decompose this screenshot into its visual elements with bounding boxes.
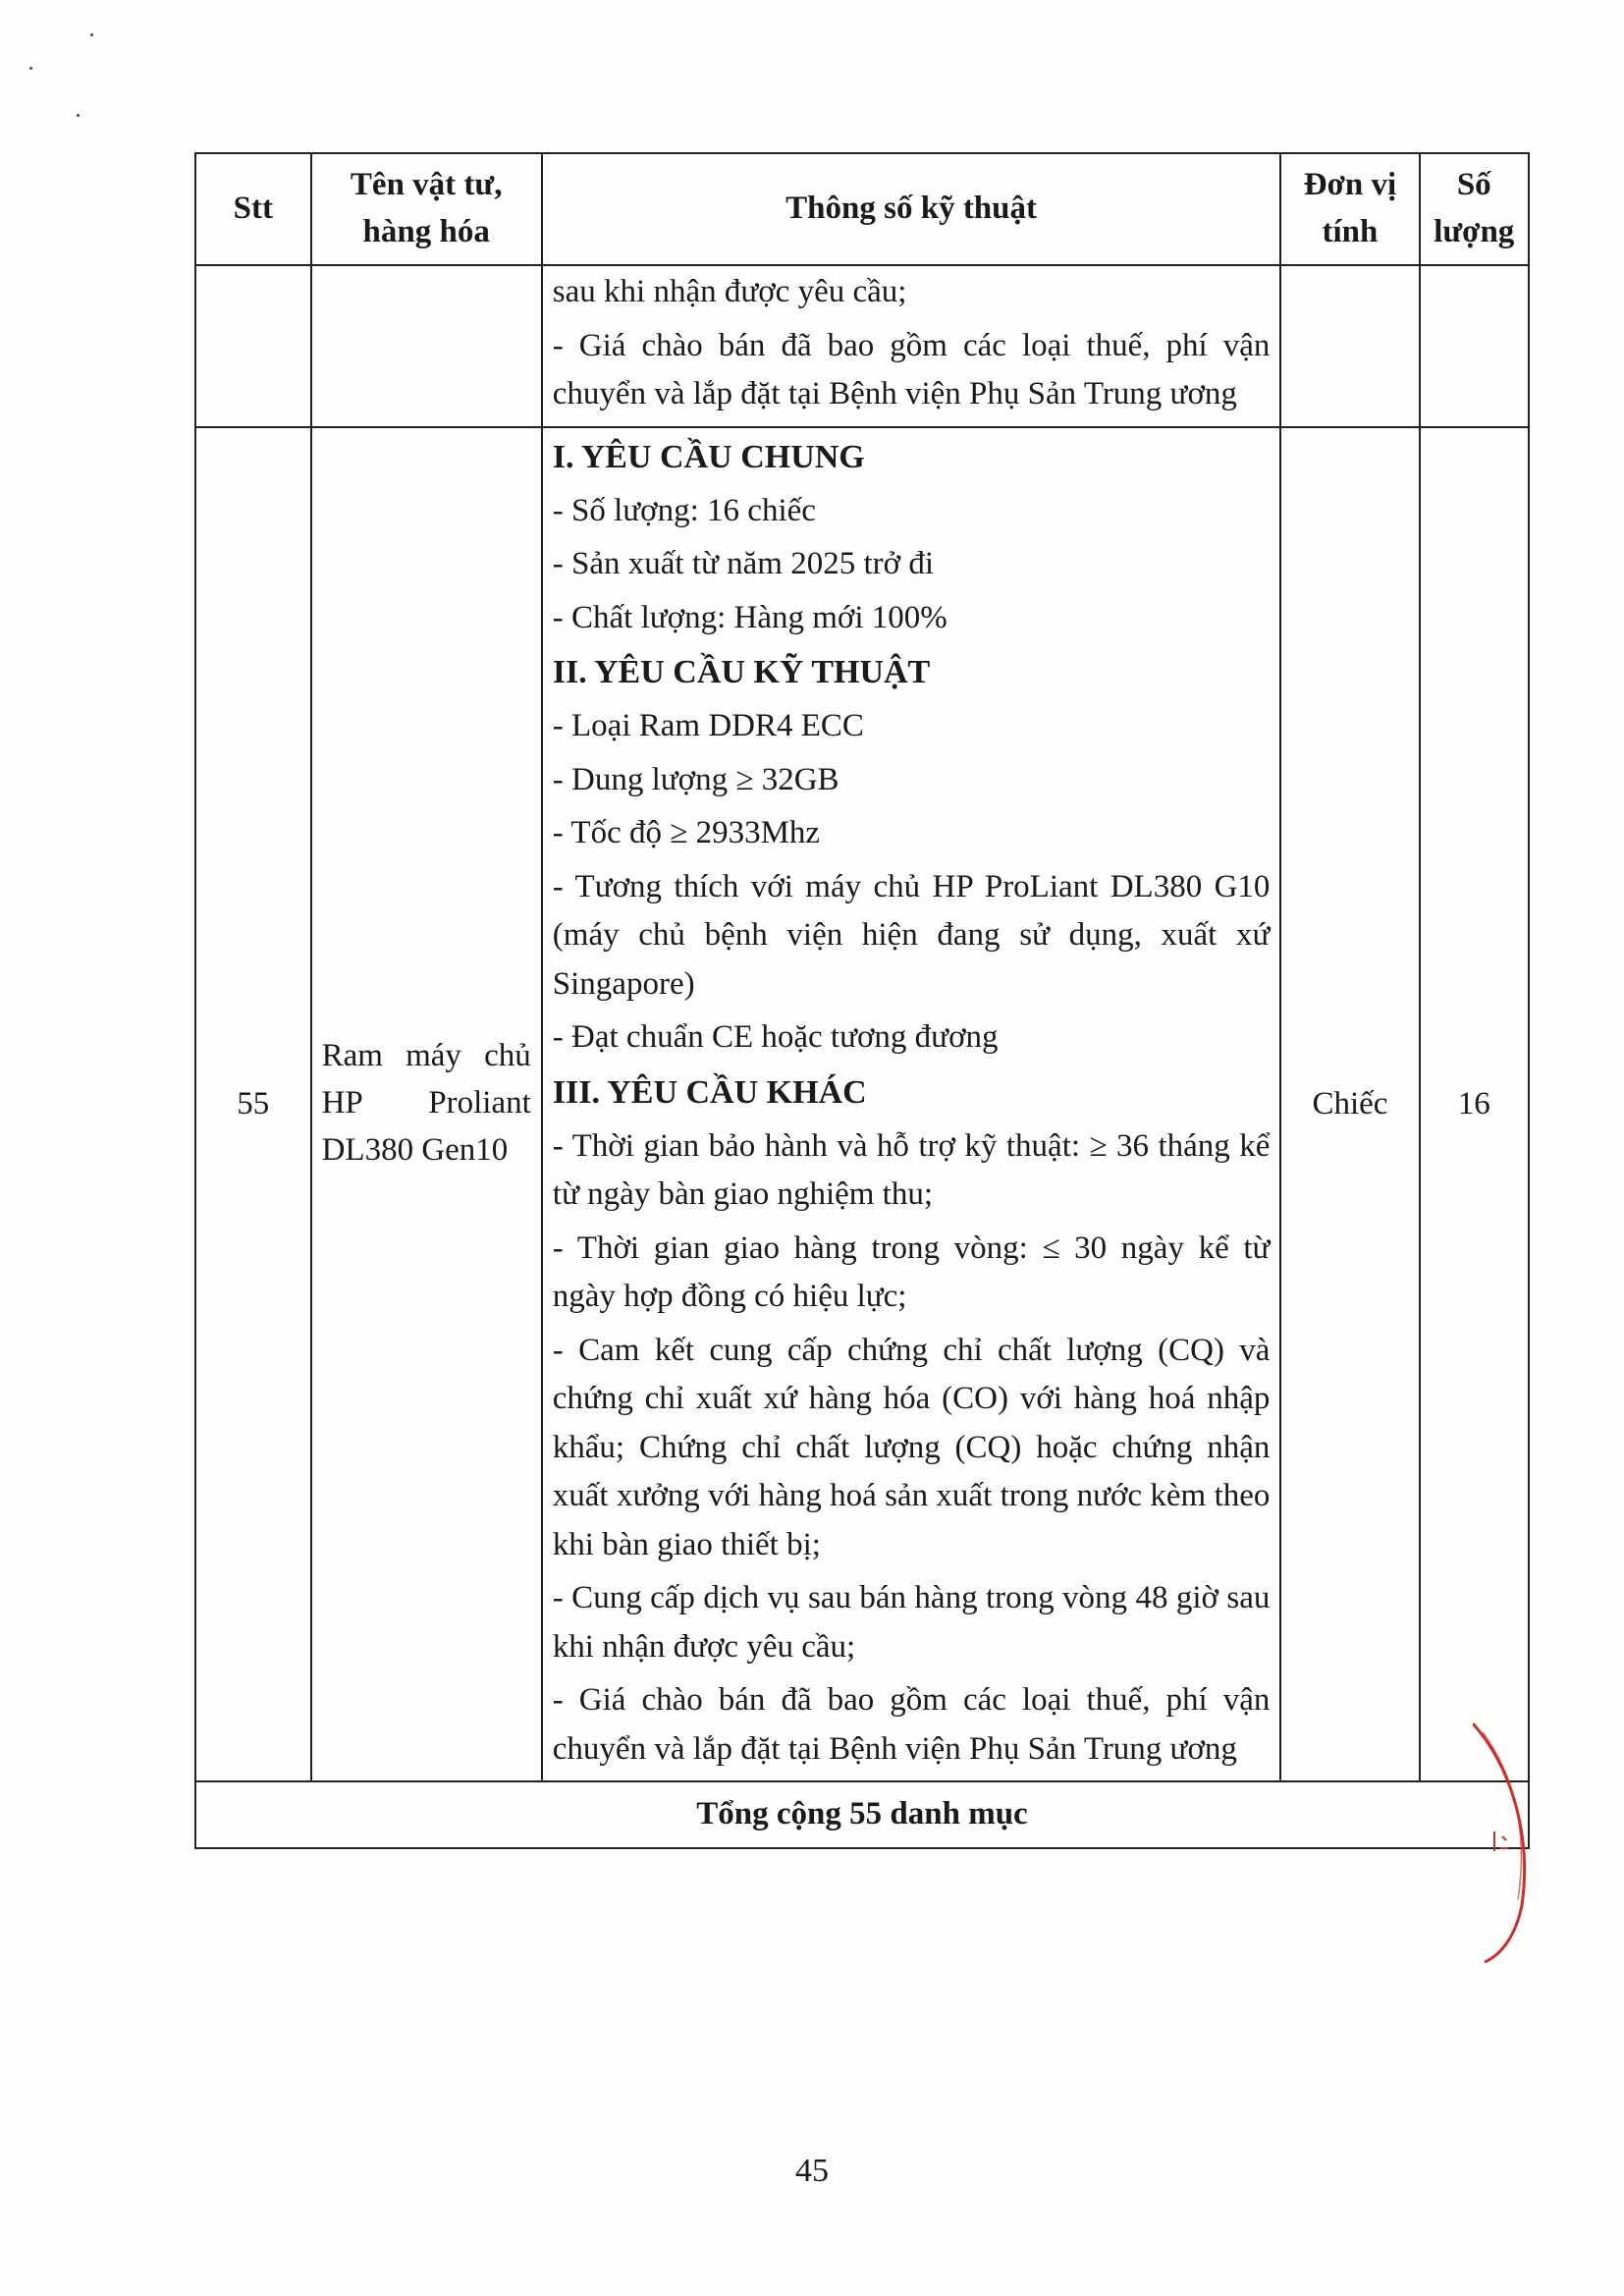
spec-line: - Loại Ram DDR4 ECC — [552, 708, 864, 743]
spec-line: - Chất lượng: Hàng mới 100% — [552, 599, 947, 635]
scan-speck — [29, 67, 32, 70]
cell-stt-empty — [195, 265, 311, 427]
spec-line: - Sản xuất từ năm 2025 trở đi — [552, 546, 934, 581]
cell-name-empty — [311, 265, 542, 427]
header-unit: Đơn vị tính — [1280, 153, 1419, 265]
header-quantity: Số lượng — [1420, 153, 1529, 265]
header-item-name: Tên vật tư, hàng hóa — [311, 153, 542, 265]
spec-heading: III. YÊU CẦU KHÁC — [552, 1073, 867, 1111]
spec-line: - Cam kết cung cấp chứng chỉ chất lượng (CQ) và chứng chỉ xuất xứ hàng hóa (CO) với hàng hoá nhập khẩu; Chứng chỉ chất lượng (CQ) hoặc chứng nhận xuất xưởng với hàng hoá sản xuất trong nước kèm theo khi bàn giao thiết bị; — [552, 1332, 1271, 1562]
spec-line: - Tương thích với máy chủ HP ProLiant DL380 G10 (máy chủ bệnh viện hiện đang sử dụng, xuất xứ Singapore) — [552, 868, 1271, 1002]
spec-line: - Giá chào bán đã bao gồm các loại thuế, phí vận chuyển và lắp đặt tại Bệnh viện Phụ Sản Trung ương — [552, 327, 1271, 411]
spec-line: - Thời gian giao hàng trong vòng: ≤ 30 ngày kể từ ngày hợp đồng có hiệu lực; — [552, 1230, 1271, 1314]
cell-qty-empty — [1420, 265, 1529, 427]
spec-line: - Thời gian bảo hành và hỗ trợ kỹ thuật: ≥ 36 tháng kể từ ngày bàn giao nghiệm thu; — [552, 1127, 1271, 1212]
spec-line: sau khi nhận được yêu cầu; — [552, 274, 907, 309]
cell-stt: 55 — [195, 427, 311, 1782]
spec-heading: I. YÊU CẦU CHUNG — [552, 438, 865, 475]
spec-heading: II. YÊU CẦU KỸ THUẬT — [552, 654, 931, 690]
page-number: 45 — [795, 2153, 829, 2189]
spec-line: - Tốc độ ≥ 2933Mhz — [552, 815, 821, 850]
table-row-item-55 — [195, 427, 1529, 1782]
total-label: Tổng cộng 55 danh mục — [195, 1781, 1529, 1848]
cell-item-name: Ram máy chủ HP Proliant DL380 Gen10 — [311, 427, 542, 1782]
table-header-row — [195, 153, 1529, 265]
table-total-row — [195, 1781, 1529, 1848]
spec-line: - Đạt chuẩn CE hoặc tương đương — [552, 1019, 999, 1055]
cell-specification — [542, 427, 1281, 1782]
cell-unit: Chiếc — [1280, 427, 1419, 1782]
spec-line: - Dung lượng ≥ 32GB — [552, 761, 839, 797]
cell-unit-empty — [1280, 265, 1419, 427]
header-stt: Stt — [195, 153, 311, 265]
scan-speck — [77, 114, 80, 117]
table-row-continued — [195, 265, 1529, 427]
spec-line: - Cung cấp dịch vụ sau bán hàng trong vòng 48 giờ sau khi nhận được yêu cầu; — [552, 1580, 1271, 1665]
cell-spec-continued — [542, 265, 1281, 427]
spec-line: - Giá chào bán đã bao gồm các loại thuế, phí vận chuyển và lắp đặt tại Bệnh viện Phụ Sản Trung ương — [552, 1682, 1271, 1767]
scan-speck — [90, 33, 93, 36]
technical-spec-table — [194, 152, 1530, 1849]
cell-quantity: 16 — [1420, 427, 1529, 1782]
spec-line: - Số lượng: 16 chiếc — [552, 492, 816, 528]
red-seal-stamp-fragment — [1473, 1719, 1551, 1964]
header-specification: Thông số kỹ thuật — [542, 153, 1281, 265]
